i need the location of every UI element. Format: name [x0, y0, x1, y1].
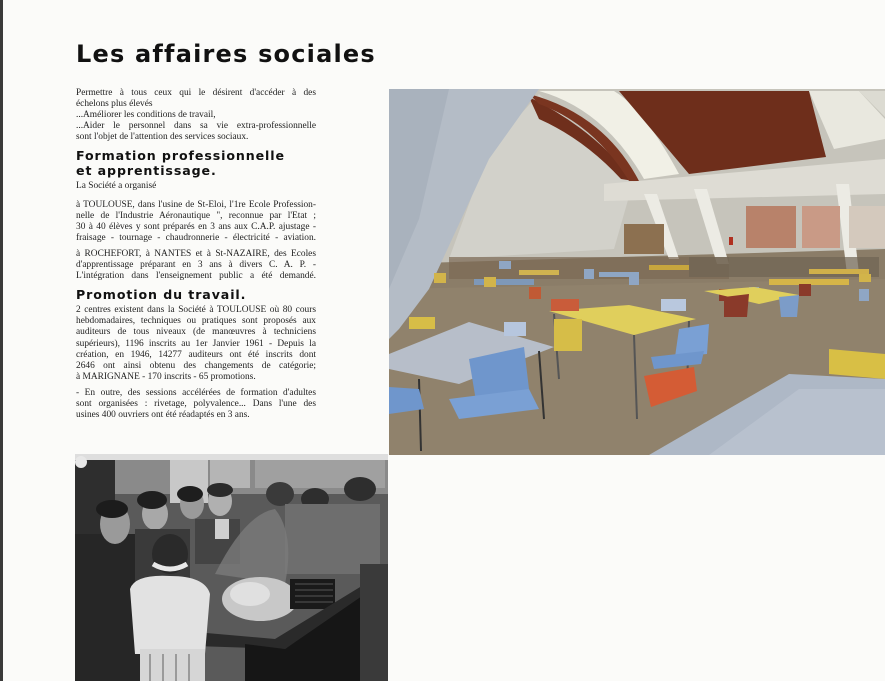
text-line: L'intégration dans l'enseignement public a été demandé.: [76, 271, 316, 282]
page-title: Les affaires sociales: [76, 40, 376, 68]
text-line: - En outre, des sessions accélérées de formation d'adultes: [76, 387, 316, 398]
canteen-photo: [389, 89, 885, 455]
rochefort-paragraph: [76, 249, 316, 282]
text-line: ...Améliorer les conditions de travail,: [76, 110, 216, 121]
text-line: supérieurs), 1196 inscrits au 1er Janvier 1961 - Depuis la: [76, 338, 316, 349]
text-line: sont organisées : rivetage, polyvalence... Dans l'une des: [76, 398, 316, 409]
heading-line: et apprentissage.: [76, 163, 217, 179]
text-line: auditeurs de tous niveaux (de manœuvres à techniciens: [76, 327, 316, 338]
sessions-paragraph: [76, 388, 316, 421]
text-line: d'apprentissage préparant en 3 ans à divers C. A. P. -: [76, 260, 316, 271]
text-line: à TOULOUSE, dans l'usine de St-Eloi, l'1re Ecole Profession-: [76, 199, 316, 210]
text-line: 2646 ont ainsi obtenu des changements de catégorie;: [76, 360, 316, 371]
text-line: sont l'objet de l'attention des services sociaux.: [76, 132, 249, 143]
text-line: création, en 1946, 14277 auditeurs ont été inscrits dont: [76, 349, 316, 360]
text-line: La Société a organisé: [76, 181, 157, 192]
text-column: [76, 88, 316, 426]
text-line: à ROCHEFORT, à NANTES et à St-NAZAIRE, des Ecoles: [76, 248, 316, 259]
section-heading-promotion: [76, 287, 316, 302]
text-line: 2 centres existent dans la Société à TOULOUSE où 80 cours: [76, 305, 316, 316]
text-line: nelle de l'Industrie Aéronautique ", reconnue par l'Etat ;: [76, 210, 316, 221]
page-edge: [0, 0, 3, 681]
text-line: 30 à 40 élèves y sont préparés en 3 ans aux C.A.P. ajustage -: [76, 221, 316, 232]
text-line: à MARIGNANE - 170 inscrits - 65 promotions.: [76, 371, 256, 382]
text-line: ...Aider le personnel dans sa vie extra-professionnelle: [76, 121, 316, 132]
text-line: fraisage - tournage - chaudronnerie - électricité - aviation.: [76, 232, 316, 243]
text-line: Permettre à tous ceux qui le désirent d'accéder à des: [76, 88, 316, 98]
heading-line: Promotion du travail.: [76, 287, 247, 303]
text-line: hebdomadaires, techniques ou pratiques sont proposés aux: [76, 316, 316, 327]
toulouse-paragraph: [76, 200, 316, 244]
intro-paragraph: [76, 88, 316, 143]
section-heading-formation: [76, 148, 316, 178]
heading-line: Formation professionnelle: [76, 148, 285, 164]
text-line: usines 400 ouvriers ont été réadaptés en 3 ans.: [76, 410, 250, 421]
centres-paragraph: [76, 305, 316, 383]
text-line: échelons plus élevés: [76, 99, 153, 110]
workers-photo: [75, 454, 388, 681]
lead-paragraph: [76, 181, 316, 192]
